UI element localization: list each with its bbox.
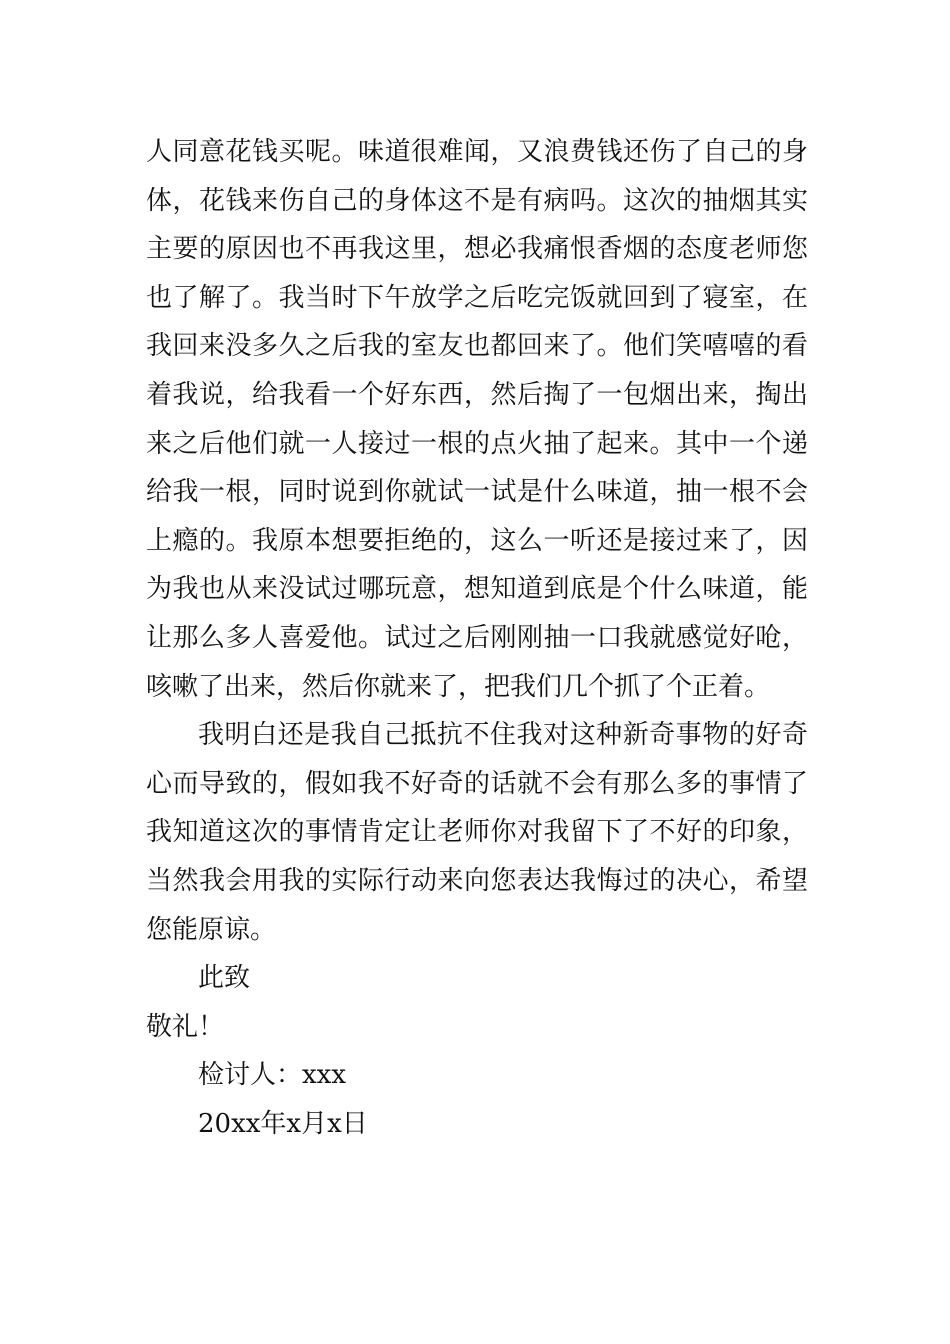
paragraph-1: 人同意花钱买呢。味道很难闻，又浪费钱还伤了自己的身体，花钱来伤自己的身体这不是有病吗。这次的抽烟其实主要的原因也不再我这里，想必我痛恨香烟的态度老师您也了解了。我当时下午放学之后吃完饭就回到了寝室，在我回来没多久之后我的室友也都回来了。他们笑嘻嘻的看着我说，给我看一个好东西，然后掏了一包烟出来，掏出来之后他们就一人接过一根的点火抽了起来。其中一个递给我一根，同时说到你就试一试是什么味道，抽一根不会上瘾的。我原本想要拒绝的，这么一听还是接过来了，因为我也从来没试过哪玩意，想知道到底是个什么味道，能让那么多人喜爱他。试过之后刚刚抽一口我就感觉好呛，咳嗽了出来，然后你就来了，把我们几个抓了个正着。 <box>146 137 808 702</box>
salutation-text: 敬礼！ <box>146 1011 225 1042</box>
signature-text: 检讨人：xxx <box>198 1060 346 1091</box>
closing-text: 此致 <box>198 963 251 994</box>
date-text: 20xx年x月x日 <box>198 1108 368 1139</box>
letter-body <box>146 128 808 1148</box>
paragraph-2: 我明白还是我自己抵抗不住我对这种新奇事物的好奇心而导致的，假如我不好奇的话就不会有那么多的事情了我知道这次的事情肯定让老师你对我留下了不好的印象，当然我会用我的实际行动来向您表达我悔过的决心，希望您能原谅。 <box>146 720 808 945</box>
